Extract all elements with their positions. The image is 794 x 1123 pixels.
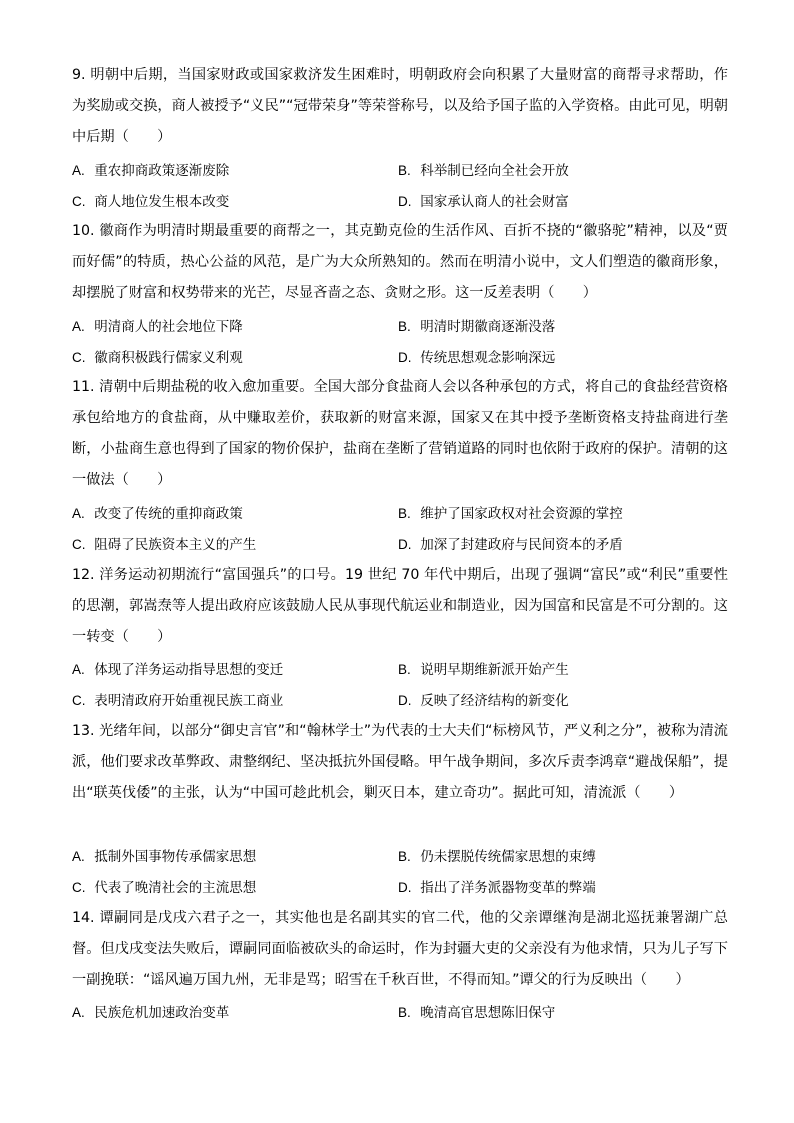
option-a [72,498,398,529]
option-text: 明清商人的社会地位下降 [94,319,243,335]
option-a [72,654,398,685]
option-label: D. [398,880,412,895]
option-text: 指出了洋务派器物变革的弊端 [420,880,596,896]
option-label: D. [398,537,412,552]
option-text: 民族危机加速政治变革 [94,1005,230,1021]
option-c [72,872,398,903]
question-13-options [72,841,728,903]
option-text: 说明早期维新派开始产生 [420,662,569,678]
option-label: D. [398,194,412,209]
option-c [72,186,398,217]
option-text: 代表了晚清社会的主流思想 [94,880,257,896]
option-d [398,529,724,560]
option-text: 晚清高官思想陈旧保守 [420,1005,556,1021]
option-text: 仍未摆脱传统儒家思想的束缚 [420,849,596,865]
option-label: B. [398,849,411,864]
option-b [398,654,724,685]
option-label: A. [72,163,85,178]
question-12-stem [72,560,728,653]
option-text: 抵制外国事物传承儒家思想 [94,849,257,865]
option-label: A. [72,319,85,334]
option-text: 加深了封建政府与民间资本的矛盾 [420,537,623,553]
question-14-stem [72,903,728,996]
option-label: B. [398,506,411,521]
option-text: 徽商积极践行儒家义利观 [94,350,243,366]
option-label: D. [398,350,412,365]
option-text: 重农抑商政策逐渐废除 [94,163,230,179]
question-11-options [72,498,728,560]
question-stem-text: 13. 光绪年间，以部分“御史言官”和“翰林学士”为代表的士大夫们“标榜风节，严义利之分”，被称为清流派，他们要求改革弊政、肃整纲纪、坚决抵抗外国侵略。甲午战争期间，多次斥责李鸿章“避战保船”，提出“联英伐倭”的主张，认为“中国可趁此机会，剿灭日本，建立奇功”。据此可知，清流派（ ） [72,723,728,801]
question-10-stem [72,216,728,309]
question-14-options [72,997,728,1028]
option-b [398,841,724,872]
option-text: 商人地位发生根本改变 [94,194,230,210]
option-label: D. [398,693,412,708]
option-a [72,841,398,872]
question-stem-text: 12. 洋务运动初期流行“富国强兵”的口号。19 世纪 70 年代中期后，出现了强调“富民”或“利民”重要性的思潮，郭嵩焘等人提出政府应该鼓励人民从事现代航运业和制造业，因为国富和民富是不可分割的。这一转变（ ） [72,567,728,645]
option-text: 表明清政府开始重视民族工商业 [94,693,284,709]
question-stem-text: 14. 谭嗣同是戊戌六君子之一，其实他也是名副其实的官二代，他的父亲谭继洵是湖北巡抚兼署湖广总督。但戊戌变法失败后，谭嗣同面临被砍头的命运时，作为封疆大吏的父亲没有为他求情，只为儿子写下一副挽联：“谣风遍万国九州，无非是骂；昭雪在千秋百世，不得而知。”谭父的行为反映出（ ） [72,910,728,988]
option-text: 改变了传统的重抑商政策 [94,506,243,522]
option-text: 反映了经济结构的新变化 [420,693,569,709]
option-b [398,311,724,342]
option-text: 维护了国家政权对社会资源的掌控 [420,506,623,522]
option-text: 传统思想观念影响深远 [420,350,556,366]
option-label: B. [398,662,411,677]
option-c [72,685,398,716]
option-label: C. [72,194,86,209]
option-d [398,685,724,716]
option-label: A. [72,1005,85,1020]
option-label: A. [72,506,85,521]
option-label: B. [398,319,411,334]
option-label: C. [72,693,86,708]
option-b [398,155,724,186]
option-label: C. [72,537,86,552]
option-b [398,997,724,1028]
question-12-options [72,654,728,716]
question-11-stem [72,372,728,496]
question-9-stem [72,60,728,153]
option-c [72,529,398,560]
option-c [72,342,398,373]
option-d [398,342,724,373]
option-label: C. [72,880,86,895]
option-label: A. [72,849,85,864]
question-stem-text: 10. 徽商作为明清时期最重要的商帮之一，其克勤克俭的生活作风、百折不挠的“徽骆驼”精神，以及“贾而好儒”的特质，热心公益的风范，是广为大众所熟知的。然而在明清小说中，文人们塑造的徽商形象，却摆脱了财富和权势带来的光芒，尽显吝啬之态、贪财之形。这一反差表明（ ） [72,223,728,301]
option-label: B. [398,163,411,178]
option-text: 科举制已经向全社会开放 [420,163,569,179]
option-text: 国家承认商人的社会财富 [420,194,569,210]
option-label: B. [398,1005,411,1020]
question-stem-text: 9. 明朝中后期，当国家财政或国家救济发生困难时，明朝政府会向积累了大量财富的商帮寻求帮助，作为奖励或交换，商人被授予“义民”“冠带荣身”等荣誉称号，以及给予国子监的入学资格。由此可见，明朝中后期（ ） [72,67,728,145]
option-b [398,498,724,529]
option-label: A. [72,662,85,677]
option-a [72,155,398,186]
question-13-stem [72,716,728,809]
option-d [398,186,724,217]
question-stem-text: 11. 清朝中后期盐税的收入愈加重要。全国大部分食盐商人会以各种承包的方式，将自己的食盐经营资格承包给地方的食盐商，从中赚取差价，获取新的财富来源，国家又在其中授予垄断资格支持盐商进行垄断，小盐商生意也得到了国家的物价保护，盐商在垄断了营销道路的同时也依附于政府的保护。清朝的这一做法（ ） [72,379,728,488]
option-text: 明清时期徽商逐渐没落 [420,319,556,335]
option-a [72,997,398,1028]
question-9-options [72,155,728,217]
option-a [72,311,398,342]
option-text: 体现了洋务运动指导思想的变迁 [94,662,284,678]
option-d [398,872,724,903]
option-text: 阻碍了民族资本主义的产生 [94,537,257,553]
option-label: C. [72,350,86,365]
question-10-options [72,311,728,373]
